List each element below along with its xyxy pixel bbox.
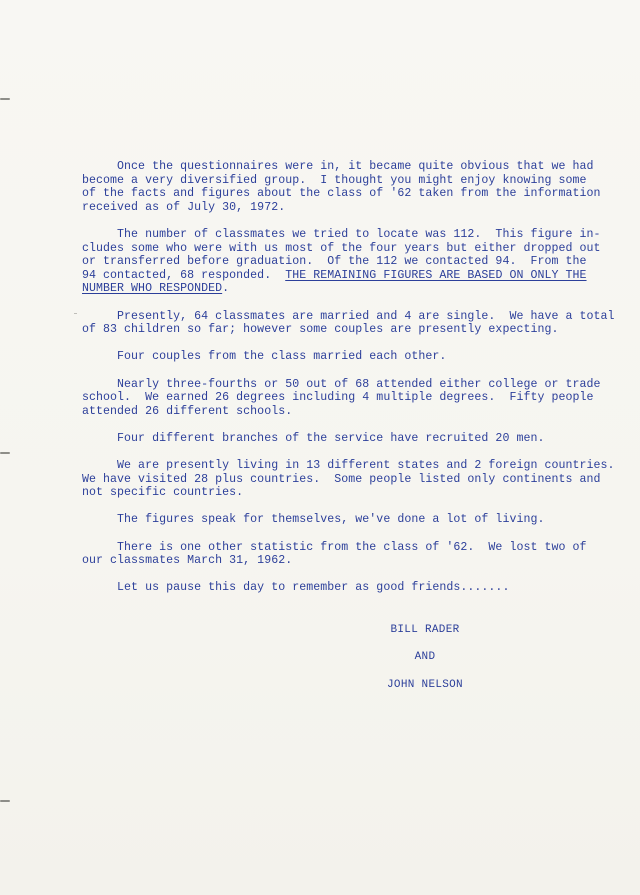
text-line: school. We earned 26 degrees including 4 multiple degrees. Fifty people	[82, 391, 594, 405]
text-line: There is one other statistic from the class of '62. We lost two of	[82, 540, 587, 554]
underlined-note: NUMBER WHO RESPONDED	[82, 282, 223, 296]
paragraph-living	[82, 513, 612, 527]
text-line: received as of July 30, 1972.	[82, 200, 286, 214]
text-line: attended 26 different schools.	[82, 404, 293, 418]
underlined-note: THE REMAINING FIGURES ARE BASED ON ONLY THE	[285, 268, 587, 282]
paragraph-memorial	[82, 541, 612, 568]
text-line: We have visited 28 plus countries. Some people listed only continents and	[82, 472, 601, 486]
text-line: We are presently living in 13 different states and 2 foreign countries.	[82, 459, 615, 473]
text-line: The figures speak for themselves, we've done a lot of living.	[82, 513, 545, 527]
text-segment: 94 contacted, 68 responded.	[82, 268, 286, 282]
paragraph-service	[82, 432, 612, 446]
hole-punch-mark	[0, 452, 10, 454]
text-line: Four couples from the class married each other.	[82, 350, 447, 364]
text-line: not specific countries.	[82, 486, 244, 500]
text-line: of the facts and figures about the class of '62 taken from the information	[82, 187, 601, 201]
paper-blemish	[74, 313, 77, 314]
text-line: Once the questionnaires were in, it became quite obvious that we had	[82, 160, 594, 173]
hole-punch-mark	[0, 98, 10, 100]
text-line: cludes some who were with us most of the four years but either dropped out	[82, 241, 601, 255]
paragraph-married	[82, 309, 615, 337]
text-line: of 83 children so far; however some couples are presently expecting.	[82, 323, 559, 337]
text-line: Nearly three-fourths or 50 out of 68 attended either college or trade	[82, 377, 601, 391]
signature-and: AND	[414, 651, 436, 663]
paragraph-closing	[82, 581, 612, 595]
text-line: Let us pause this day to remember as good friends.......	[82, 581, 510, 595]
text-segment: .	[222, 282, 230, 296]
paragraph-locations	[82, 459, 615, 500]
letter-body	[82, 160, 615, 609]
hole-punch-mark	[0, 800, 10, 802]
text-line: or transferred before graduation. Of the 112 we contacted 94. From the	[82, 255, 587, 269]
text-line: The number of classmates we tried to locate was 112. This figure in-	[82, 227, 601, 241]
text-line	[82, 282, 612, 296]
signature-name-1: BILL RADER	[390, 624, 460, 636]
text-line: Four different branches of the service have recruited 20 men.	[82, 431, 545, 445]
paragraph-classmates-located	[82, 228, 612, 296]
text-line: Presently, 64 classmates are married and 4 are single. We have a total	[82, 309, 615, 323]
signature-name-2: JOHN NELSON	[387, 679, 463, 691]
text-line: become a very diversified group. I thought you might enjoy knowing some	[82, 173, 587, 187]
paragraph-intro	[82, 160, 612, 214]
text-line	[82, 269, 612, 283]
paragraph-couples	[82, 350, 612, 364]
paragraph-education	[82, 378, 612, 419]
text-line: our classmates March 31, 1962.	[82, 554, 293, 568]
